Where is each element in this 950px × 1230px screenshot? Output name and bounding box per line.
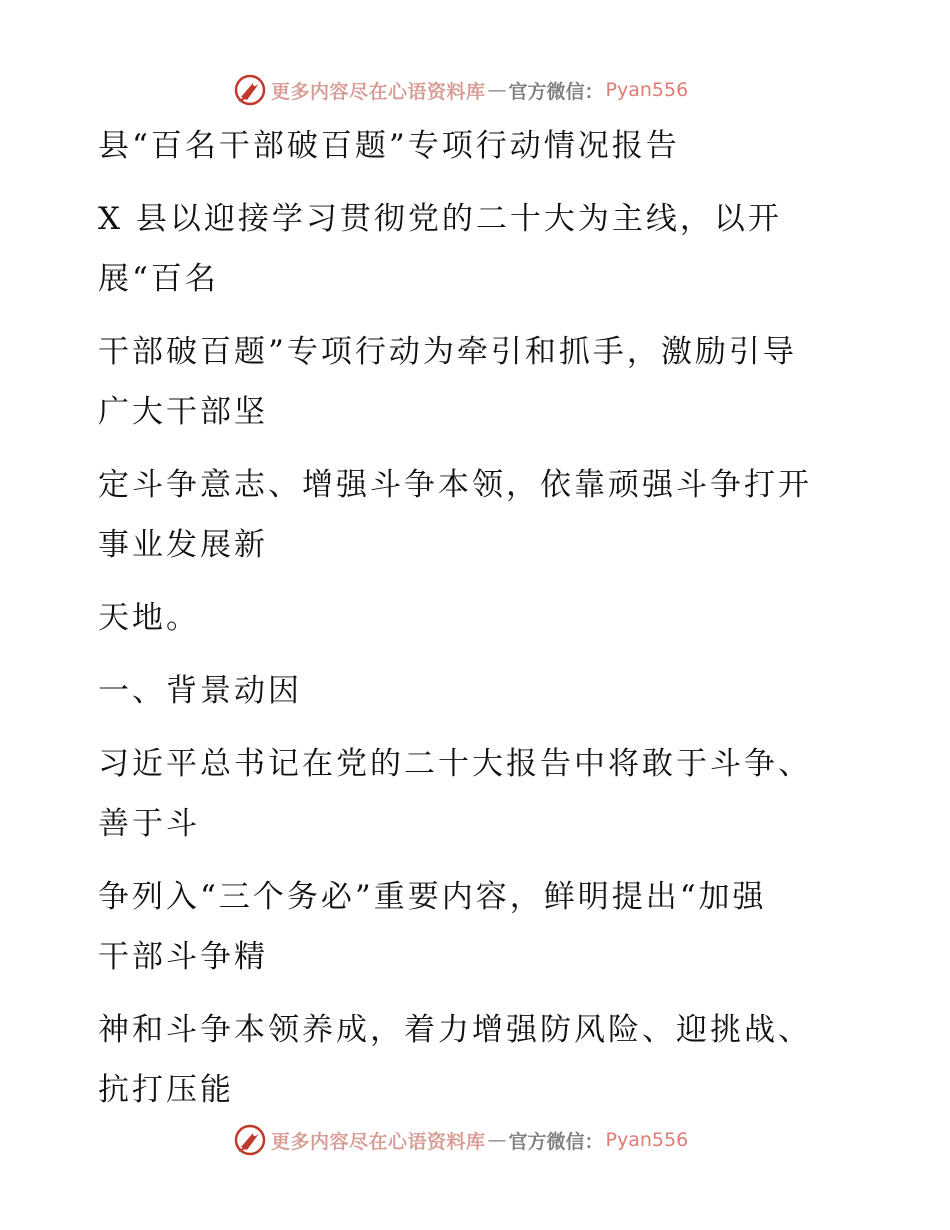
watermark-footer	[233, 1122, 753, 1158]
document-line: 善于斗	[98, 806, 200, 842]
watermark-brand-text: 更多内容尽在心语资料库	[271, 80, 486, 103]
document-line: 广大干部坚	[98, 394, 268, 430]
document-line: 事业发展新	[98, 527, 268, 563]
document-line: 展“百名	[98, 261, 219, 297]
document-line: 天地。	[98, 600, 200, 636]
watermark-brand-text: 更多内容尽在心语资料库	[271, 1130, 486, 1153]
watermark-official-label: 官方微信：	[508, 80, 604, 103]
watermark-dash: —	[487, 79, 507, 101]
watermark-wechat-id: Pyan556	[605, 79, 689, 101]
watermark-dash: —	[487, 1129, 507, 1151]
document-line: X 县以迎接学习贯彻党的二十大为主线，以开	[98, 201, 782, 237]
document-line: 争列入“三个务必”重要内容，鲜明提出“加强	[98, 879, 767, 915]
watermark-wechat-id: Pyan556	[605, 1129, 689, 1151]
document-line: 干部破百题”专项行动为牵引和抓手，激励引导	[98, 334, 797, 370]
document-line: 抗打压能	[98, 1072, 234, 1108]
document-line: 神和斗争本领养成，着力增强防风险、迎挑战、	[98, 1012, 812, 1048]
watermark-official-label: 官方微信：	[508, 1130, 604, 1153]
document-line: 干部斗争精	[98, 939, 268, 975]
document-title: 县“百名干部破百题”专项行动情况报告	[98, 128, 680, 164]
section-heading: 一、背景动因	[98, 673, 302, 709]
pen-nib-logo-icon	[233, 1123, 267, 1157]
document-line: 定斗争意志、增强斗争本领，依靠顽强斗争打开	[98, 467, 812, 503]
document-line: 习近平总书记在党的二十大报告中将敢于斗争、	[98, 746, 812, 782]
